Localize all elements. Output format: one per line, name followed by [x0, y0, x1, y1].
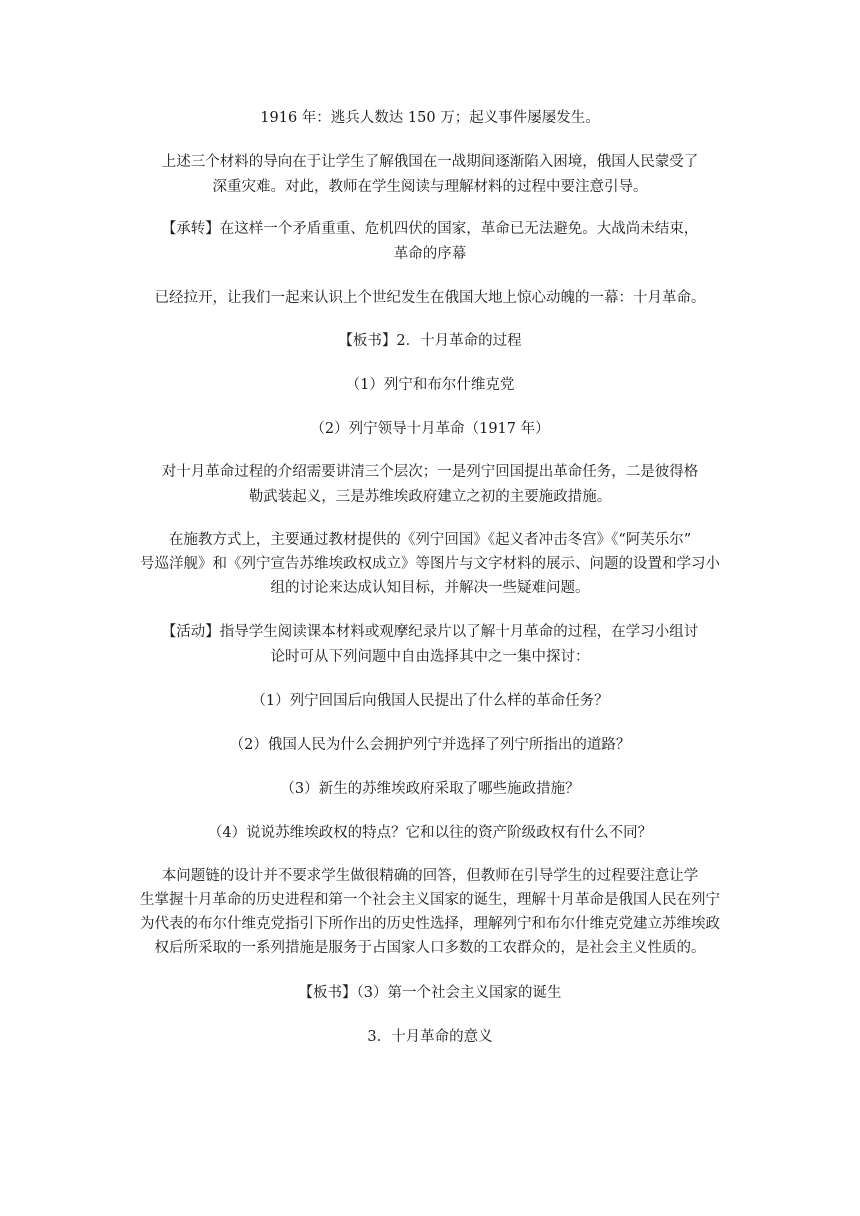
text-line: 革命的序幕	[393, 246, 467, 262]
text-line: 权后所采取的一系列措施是服务于占国家人口多数的工农群众的，是社会主义性质的。	[154, 940, 706, 956]
question-item: （1）列宁回国后向俄国人民提出了什么样的革命任务？	[251, 693, 609, 709]
text-line: 深重灾难。对此，教师在学生阅读与理解材料的过程中要注意引导。	[212, 179, 648, 195]
text-line: 号巡洋舰》和《列宁宣告苏维埃政权成立》等图片与文字材料的展示、问题的设置和学习小	[140, 556, 720, 572]
text-line: 【活动】指导学生阅读课本材料或观摩纪录片以了解十月革命的过程，在学习小组讨	[161, 624, 699, 640]
text-line: 组的讨论来达成认知目标，并解决一些疑难问题。	[270, 580, 590, 596]
question-item: （4）说说苏维埃政权的特点？它和以往的资产阶级政权有什么不同？	[207, 825, 653, 841]
subheading: （2）列宁领导十月革命（1917 年）	[310, 421, 550, 437]
text-line: 本问题链的设计并不要求学生做很精确的回答，但教师在引导学生的过程要注意让学	[161, 868, 699, 884]
text-line: 已经拉开，让我们一起来认识上个世纪发生在俄国大地上惊心动魄的一幕：十月革命。	[154, 290, 706, 306]
text-line: 论时可从下列问题中自由选择其中之一集中探讨：	[270, 649, 590, 665]
text-line: 【承转】在这样一个矛盾重重、危机四伏的国家，革命已无法避免。大战尚未结束，	[161, 221, 699, 237]
text-line: 对十月革命过程的介绍需要讲清三个层次；一是列宁回国提出革命任务，二是彼得格	[161, 464, 699, 480]
text-line: 在施教方式上，主要通过教材提供的《列宁回国》《起义者冲击冬宫》《“阿芙乐尔”	[168, 532, 692, 548]
question-item: （3）新生的苏维埃政府采取了哪些施政措施？	[280, 781, 580, 797]
text-line: 勒武装起义，三是苏维埃政府建立之初的主要施政措施。	[248, 489, 612, 505]
section-heading: 【板书】（3）第一个社会主义国家的诞生	[298, 985, 562, 1001]
section-heading: 3．十月革命的意义	[367, 1029, 493, 1045]
section-heading: 【板书】2．十月革命的过程	[338, 333, 522, 349]
text-line: 1916 年：逃兵人数达 150 万；起义事件屡屡发生。	[260, 110, 600, 126]
text-line: 为代表的布尔什维克党指引下所作出的历史性选择，理解列宁和布尔什维克党建立苏维埃政	[140, 916, 720, 932]
text-line: 上述三个材料的导向在于让学生了解俄国在一战期间逐渐陷入困境，俄国人民蒙受了	[161, 154, 699, 170]
text-line: 生掌握十月革命的历史进程和第一个社会主义国家的诞生，理解十月革命是俄国人民在列宁	[140, 892, 720, 908]
question-item: （2）俄国人民为什么会拥护列宁并选择了列宁所指出的道路？	[229, 737, 631, 753]
subheading: （1）列宁和布尔什维克党	[345, 377, 515, 393]
